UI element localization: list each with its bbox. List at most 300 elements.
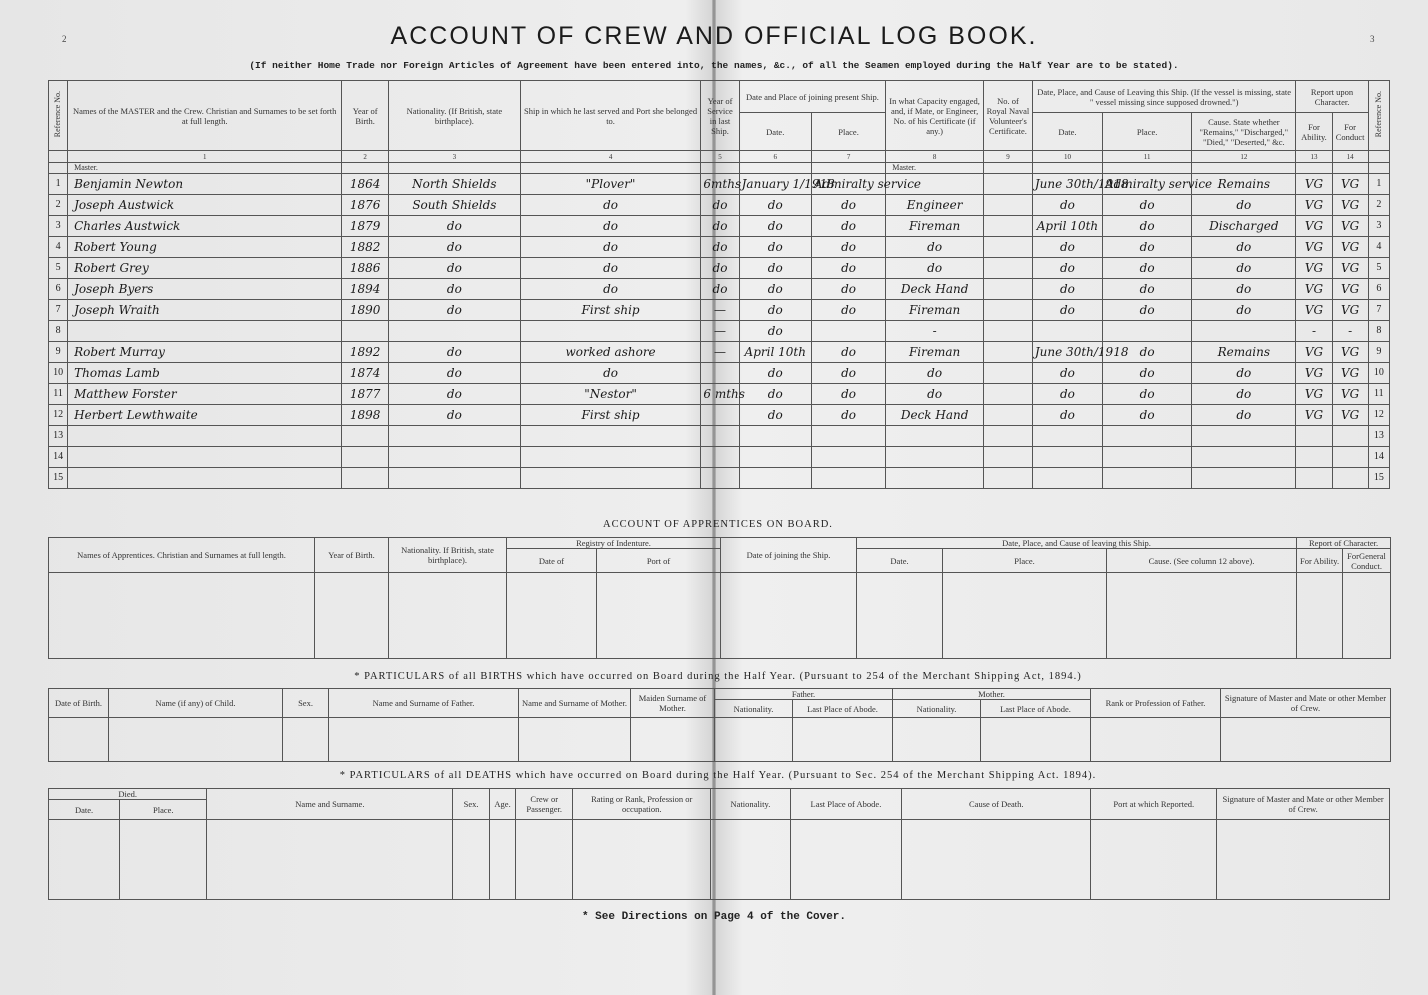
column-number: 1 — [68, 151, 342, 163]
capacity: Fireman — [886, 300, 984, 321]
leave-date — [1032, 321, 1102, 342]
app-names-header: Names of Apprentices. Christian and Surnames at full length. — [49, 538, 315, 573]
rnv-certificate — [984, 405, 1033, 426]
year-of-birth: 1898 — [342, 405, 389, 426]
apprentices-title: ACCOUNT OF APPRENTICES ON BOARD. — [603, 519, 833, 530]
join-date: do — [739, 237, 811, 258]
death-cause-header: Cause of Death. — [902, 789, 1091, 820]
join-date: January 1/1918 — [739, 174, 811, 195]
last-ship — [520, 447, 701, 468]
ability-rating: - — [1296, 321, 1332, 342]
conduct-rating: VG — [1332, 174, 1368, 195]
rnv-certificate — [984, 384, 1033, 405]
capacity: do — [886, 363, 984, 384]
leave-cause: do — [1192, 258, 1296, 279]
birth-mother-header: Mother. — [893, 689, 1091, 700]
conduct-rating: - — [1332, 321, 1368, 342]
conduct-rating — [1332, 426, 1368, 447]
conduct-rating: VG — [1332, 384, 1368, 405]
ability-rating: VG — [1296, 258, 1332, 279]
leave-place: do — [1103, 300, 1192, 321]
nationality: do — [389, 405, 521, 426]
leave-cause — [1192, 426, 1296, 447]
leave-cause: do — [1192, 300, 1296, 321]
leave-cause: do — [1192, 237, 1296, 258]
capacity: Engineer — [886, 195, 984, 216]
rnv-certificate — [984, 468, 1033, 489]
leave-cause — [1192, 447, 1296, 468]
crew-name: Matthew Forster — [68, 384, 342, 405]
last-ship: do — [520, 363, 701, 384]
crew-row — [49, 384, 1390, 405]
birth-sex-header: Sex. — [283, 689, 329, 718]
capacity-header: In what Capacity engaged, and, if Mate, or Engineer, No. of his Certificate (if any.) — [886, 81, 984, 151]
app-registry-header: Registry of Indenture. — [507, 538, 721, 549]
conduct-rating — [1332, 447, 1368, 468]
conduct-header: For Conduct — [1332, 113, 1368, 151]
join-date — [739, 447, 811, 468]
capacity: do — [886, 384, 984, 405]
join-place: do — [811, 363, 885, 384]
ref-number: 10 — [49, 363, 68, 384]
ability-rating: VG — [1296, 279, 1332, 300]
death-signature-header: Signature of Master and Mate or other Member of Crew. — [1217, 789, 1390, 820]
conduct-rating: VG — [1332, 363, 1368, 384]
year-of-service: — — [701, 300, 739, 321]
death-crew-header: Crew or Passenger. — [516, 789, 573, 820]
app-character-header: Report of Character. — [1297, 538, 1391, 549]
nationality — [389, 321, 521, 342]
ability-rating — [1296, 447, 1332, 468]
leave-cause: Remains — [1192, 342, 1296, 363]
conduct-rating: VG — [1332, 258, 1368, 279]
right-page-number: 3 — [1370, 34, 1375, 44]
year-of-service: do — [701, 216, 739, 237]
crew-row — [49, 342, 1390, 363]
conduct-rating — [1332, 468, 1368, 489]
column-number: 3 — [389, 151, 521, 163]
join-place: do — [811, 237, 885, 258]
rnv-certificate — [984, 447, 1033, 468]
rnv-certificate — [984, 195, 1033, 216]
column-number: 10 — [1032, 151, 1102, 163]
ref-number-right: 13 — [1368, 426, 1389, 447]
join-date: do — [739, 216, 811, 237]
app-ability-header: For Ability. — [1297, 549, 1343, 573]
ref-number-right: 1 — [1368, 174, 1389, 195]
leave-place: do — [1103, 237, 1192, 258]
nationality: do — [389, 342, 521, 363]
leave-cause: do — [1192, 405, 1296, 426]
ref-number-right: 3 — [1368, 216, 1389, 237]
join-place — [811, 468, 885, 489]
year-of-birth: 1892 — [342, 342, 389, 363]
ref-number-right: 10 — [1368, 363, 1389, 384]
leave-cause: do — [1192, 363, 1296, 384]
join-place: do — [811, 258, 885, 279]
leave-date: do — [1032, 300, 1102, 321]
leave-date: June 30th/1918 — [1032, 342, 1102, 363]
join-date: do — [739, 321, 811, 342]
rnv-header: No. of Royal Naval Volunteer's Certificate. — [984, 81, 1033, 151]
left-page-number: 2 — [62, 34, 67, 44]
ability-rating: VG — [1296, 405, 1332, 426]
leave-place: do — [1103, 405, 1192, 426]
join-place: do — [811, 405, 885, 426]
year-of-birth — [342, 447, 389, 468]
last-ship: do — [520, 237, 701, 258]
conduct-rating: VG — [1332, 342, 1368, 363]
leave-date-header: Date. — [1032, 113, 1102, 151]
leave-cause: do — [1192, 384, 1296, 405]
crew-name: Joseph Wraith — [68, 300, 342, 321]
leave-date: do — [1032, 384, 1102, 405]
joining-header: Date and Place of joining present Ship. — [739, 81, 886, 113]
last-ship — [520, 468, 701, 489]
last-ship: do — [520, 258, 701, 279]
capacity: - — [886, 321, 984, 342]
ref-no-header-right: Reference No. — [1368, 81, 1389, 151]
ref-number: 7 — [49, 300, 68, 321]
ability-rating: VG — [1296, 384, 1332, 405]
birth-date-header: Date of Birth. — [49, 689, 109, 718]
death-place-header: Place. — [120, 800, 207, 820]
rnv-certificate — [984, 174, 1033, 195]
year-of-service — [701, 363, 739, 384]
leave-cause — [1192, 468, 1296, 489]
capacity: Fireman — [886, 342, 984, 363]
nationality: do — [389, 300, 521, 321]
capacity: Deck Hand — [886, 279, 984, 300]
ref-number-right: 8 — [1368, 321, 1389, 342]
column-number: 12 — [1192, 151, 1296, 163]
ref-number: 5 — [49, 258, 68, 279]
join-date — [739, 426, 811, 447]
join-date: do — [739, 195, 811, 216]
crew-row — [49, 174, 1390, 195]
ref-number: 1 — [49, 174, 68, 195]
leave-date: do — [1032, 405, 1102, 426]
leave-date — [1032, 447, 1102, 468]
year-of-birth: 1886 — [342, 258, 389, 279]
crew-name: Benjamin Newton — [68, 174, 342, 195]
year-of-service — [701, 426, 739, 447]
year-of-service — [701, 447, 739, 468]
rnv-certificate — [984, 258, 1033, 279]
rnv-certificate — [984, 216, 1033, 237]
ref-no-header: Reference No. — [49, 81, 68, 151]
join-place: do — [811, 384, 885, 405]
leave-place: do — [1103, 363, 1192, 384]
nationality-header: Nationality. (If British, state birthplace). — [389, 81, 521, 151]
crew-row — [49, 195, 1390, 216]
col-num-blank — [1368, 151, 1389, 163]
nationality: do — [389, 279, 521, 300]
leave-cause: Discharged — [1192, 216, 1296, 237]
page-title: ACCOUNT OF CREW AND OFFICIAL LOG BOOK. — [390, 22, 1038, 50]
year-of-service: do — [701, 279, 739, 300]
crew-name: Robert Young — [68, 237, 342, 258]
app-year-header: Year of Birth. — [315, 538, 389, 573]
ability-rating: VG — [1296, 216, 1332, 237]
leave-date: June 30th/1918 — [1032, 174, 1102, 195]
capacity: do — [886, 237, 984, 258]
crew-row — [49, 405, 1390, 426]
ref-number-right: 6 — [1368, 279, 1389, 300]
birth-mother-name-header: Name and Surname of Mother. — [519, 689, 631, 718]
join-place — [811, 321, 885, 342]
crew-row — [49, 237, 1390, 258]
nationality: South Shields — [389, 195, 521, 216]
join-date: April 10th — [739, 342, 811, 363]
year-service-header: Year of Service in last Ship. — [701, 81, 739, 151]
crew-name: Joseph Byers — [68, 279, 342, 300]
crew-table — [48, 80, 1390, 489]
leave-date: do — [1032, 237, 1102, 258]
column-number-row — [49, 151, 1390, 163]
birth-maiden-header: Maiden Surname of Mother. — [631, 689, 715, 718]
leave-cause — [1192, 321, 1296, 342]
birth-father-nat-header: Nationality. — [715, 700, 793, 718]
join-place: do — [811, 195, 885, 216]
footer-note: * See Directions on Page 4 of the Cover. — [581, 911, 847, 923]
year-of-birth: 1864 — [342, 174, 389, 195]
column-number: 11 — [1103, 151, 1192, 163]
ref-number: 8 — [49, 321, 68, 342]
nationality: do — [389, 384, 521, 405]
ref-number: 15 — [49, 468, 68, 489]
ref-number-right: 14 — [1368, 447, 1389, 468]
last-ship-header: Ship in which he last served and Port she belonged to. — [520, 81, 701, 151]
conduct-rating: VG — [1332, 300, 1368, 321]
capacity: do — [886, 258, 984, 279]
join-place-header: Place. — [811, 113, 885, 151]
crew-row — [49, 447, 1390, 468]
year-of-service: — — [701, 321, 739, 342]
app-nationality-header: Nationality. If British, state birthplace). — [389, 538, 507, 573]
page-subtitle: (If neither Home Trade nor Foreign Articles of Agreement have been entered into, the names, &c., of all the Seamen employed during the Half Year are to be stated). — [249, 60, 1179, 71]
last-ship: "Nestor" — [520, 384, 701, 405]
year-of-birth — [342, 321, 389, 342]
crew-name — [68, 468, 342, 489]
crew-name: Charles Austwick — [68, 216, 342, 237]
year-of-service: do — [701, 195, 739, 216]
crew-name: Joseph Austwick — [68, 195, 342, 216]
crew-name: Thomas Lamb — [68, 363, 342, 384]
ref-number-right: 2 — [1368, 195, 1389, 216]
crew-row — [49, 468, 1390, 489]
join-place: do — [811, 300, 885, 321]
join-date: do — [739, 405, 811, 426]
leave-place: do — [1103, 195, 1192, 216]
last-ship: First ship — [520, 405, 701, 426]
year-of-birth: 1882 — [342, 237, 389, 258]
ref-number-right: 11 — [1368, 384, 1389, 405]
apprentices-table — [48, 537, 1391, 659]
crew-row — [49, 279, 1390, 300]
year-of-birth: 1876 — [342, 195, 389, 216]
column-number: 5 — [701, 151, 739, 163]
death-rating-header: Rating or Rank, Profession or occupation. — [573, 789, 711, 820]
capacity — [886, 447, 984, 468]
column-number: 7 — [811, 151, 885, 163]
join-place: do — [811, 216, 885, 237]
ref-number-right: 4 — [1368, 237, 1389, 258]
nationality: do — [389, 237, 521, 258]
nationality — [389, 468, 521, 489]
last-ship: do — [520, 216, 701, 237]
column-number: 9 — [984, 151, 1033, 163]
death-sex-header: Sex. — [453, 789, 490, 820]
ref-number: 12 — [49, 405, 68, 426]
leave-place: do — [1103, 384, 1192, 405]
nationality: do — [389, 363, 521, 384]
birth-father-header: Father. — [715, 689, 893, 700]
year-of-service: do — [701, 258, 739, 279]
leave-date — [1032, 426, 1102, 447]
conduct-rating: VG — [1332, 405, 1368, 426]
report-header: Report upon Character. — [1296, 81, 1368, 113]
crew-name — [68, 447, 342, 468]
leave-place: Admiralty service — [1103, 174, 1192, 195]
ref-number: 6 — [49, 279, 68, 300]
nationality: North Shields — [389, 174, 521, 195]
death-port-header: Port at which Reported. — [1091, 789, 1217, 820]
last-ship — [520, 426, 701, 447]
year-of-birth: 1874 — [342, 363, 389, 384]
app-date-of-header: Date of — [507, 549, 597, 573]
births-title: * PARTICULARS of all BIRTHS which have occurred on Board during the Half Year. (Pursuant to 254 of the Merchant Shipping Act, 1894.) — [354, 671, 1082, 682]
column-number: 6 — [739, 151, 811, 163]
death-abode-header: Last Place of Abode. — [790, 789, 902, 820]
births-table — [48, 688, 1391, 762]
deaths-table — [48, 788, 1390, 900]
ref-number: 4 — [49, 237, 68, 258]
col-num-blank — [49, 151, 68, 163]
leave-place — [1103, 468, 1192, 489]
column-number: 4 — [520, 151, 701, 163]
capacity: Fireman — [886, 216, 984, 237]
death-blank-row — [49, 820, 1390, 900]
conduct-rating: VG — [1332, 279, 1368, 300]
join-place — [811, 426, 885, 447]
app-joining-header: Date of joining the Ship. — [721, 538, 857, 573]
rnv-certificate — [984, 321, 1033, 342]
leave-place: do — [1103, 258, 1192, 279]
nationality — [389, 447, 521, 468]
last-ship — [520, 321, 701, 342]
ref-number: 14 — [49, 447, 68, 468]
year-of-service: — — [701, 342, 739, 363]
ref-number: 2 — [49, 195, 68, 216]
leave-date: do — [1032, 258, 1102, 279]
leave-cause: do — [1192, 195, 1296, 216]
ability-header: For Ability. — [1296, 113, 1332, 151]
ability-rating: VG — [1296, 300, 1332, 321]
leave-place — [1103, 321, 1192, 342]
capacity — [886, 468, 984, 489]
leave-cause: Remains — [1192, 174, 1296, 195]
capacity — [886, 426, 984, 447]
year-of-service: 6mths — [701, 174, 739, 195]
join-date: do — [739, 258, 811, 279]
ability-rating: VG — [1296, 363, 1332, 384]
column-number: 8 — [886, 151, 984, 163]
conduct-rating: VG — [1332, 216, 1368, 237]
app-place-header: Place. — [943, 549, 1107, 573]
nationality: do — [389, 216, 521, 237]
crew-row — [49, 426, 1390, 447]
app-conduct-header: ForGeneral Conduct. — [1343, 549, 1391, 573]
app-blank-row — [49, 573, 1391, 659]
last-ship: do — [520, 195, 701, 216]
ref-number-right: 15 — [1368, 468, 1389, 489]
ref-number-right: 7 — [1368, 300, 1389, 321]
join-date-header: Date. — [739, 113, 811, 151]
join-place: do — [811, 342, 885, 363]
year-of-birth — [342, 426, 389, 447]
join-date: do — [739, 363, 811, 384]
death-died-header: Died. — [49, 789, 207, 800]
crew-name — [68, 426, 342, 447]
crew-row — [49, 321, 1390, 342]
nationality: do — [389, 258, 521, 279]
leave-cause: do — [1192, 279, 1296, 300]
join-place — [811, 447, 885, 468]
conduct-rating: VG — [1332, 237, 1368, 258]
ability-rating — [1296, 426, 1332, 447]
crew-row — [49, 216, 1390, 237]
leave-place — [1103, 447, 1192, 468]
crew-name: Robert Grey — [68, 258, 342, 279]
birth-mother-nat-header: Nationality. — [893, 700, 981, 718]
ref-number-right: 5 — [1368, 258, 1389, 279]
death-nationality-header: Nationality. — [711, 789, 790, 820]
crew-row — [49, 258, 1390, 279]
ref-number: 13 — [49, 426, 68, 447]
death-name-header: Name and Surname. — [207, 789, 453, 820]
leaving-header: Date, Place, and Cause of Leaving this Ship. (If the vessel is missing, state " vessel missing since supposed drowned.") — [1032, 81, 1296, 113]
crew-name: Herbert Lewthwaite — [68, 405, 342, 426]
leave-place: do — [1103, 342, 1192, 363]
ability-rating: VG — [1296, 237, 1332, 258]
leave-date: do — [1032, 195, 1102, 216]
rnv-certificate — [984, 342, 1033, 363]
ability-rating: VG — [1296, 174, 1332, 195]
capacity: Deck Hand — [886, 405, 984, 426]
ref-number: 9 — [49, 342, 68, 363]
rnv-certificate — [984, 426, 1033, 447]
leave-place — [1103, 426, 1192, 447]
crew-row — [49, 363, 1390, 384]
year-of-service — [701, 405, 739, 426]
crew-row — [49, 300, 1390, 321]
nationality — [389, 426, 521, 447]
year-birth-header: Year of Birth. — [342, 81, 389, 151]
year-of-birth: 1879 — [342, 216, 389, 237]
join-place: do — [811, 279, 885, 300]
ref-number-right: 9 — [1368, 342, 1389, 363]
join-date: do — [739, 279, 811, 300]
last-ship: do — [520, 279, 701, 300]
ability-rating: VG — [1296, 342, 1332, 363]
join-date: do — [739, 300, 811, 321]
leave-place: do — [1103, 279, 1192, 300]
year-of-birth: 1894 — [342, 279, 389, 300]
leave-date — [1032, 468, 1102, 489]
birth-father-name-header: Name and Surname of Father. — [329, 689, 519, 718]
ref-number: 3 — [49, 216, 68, 237]
